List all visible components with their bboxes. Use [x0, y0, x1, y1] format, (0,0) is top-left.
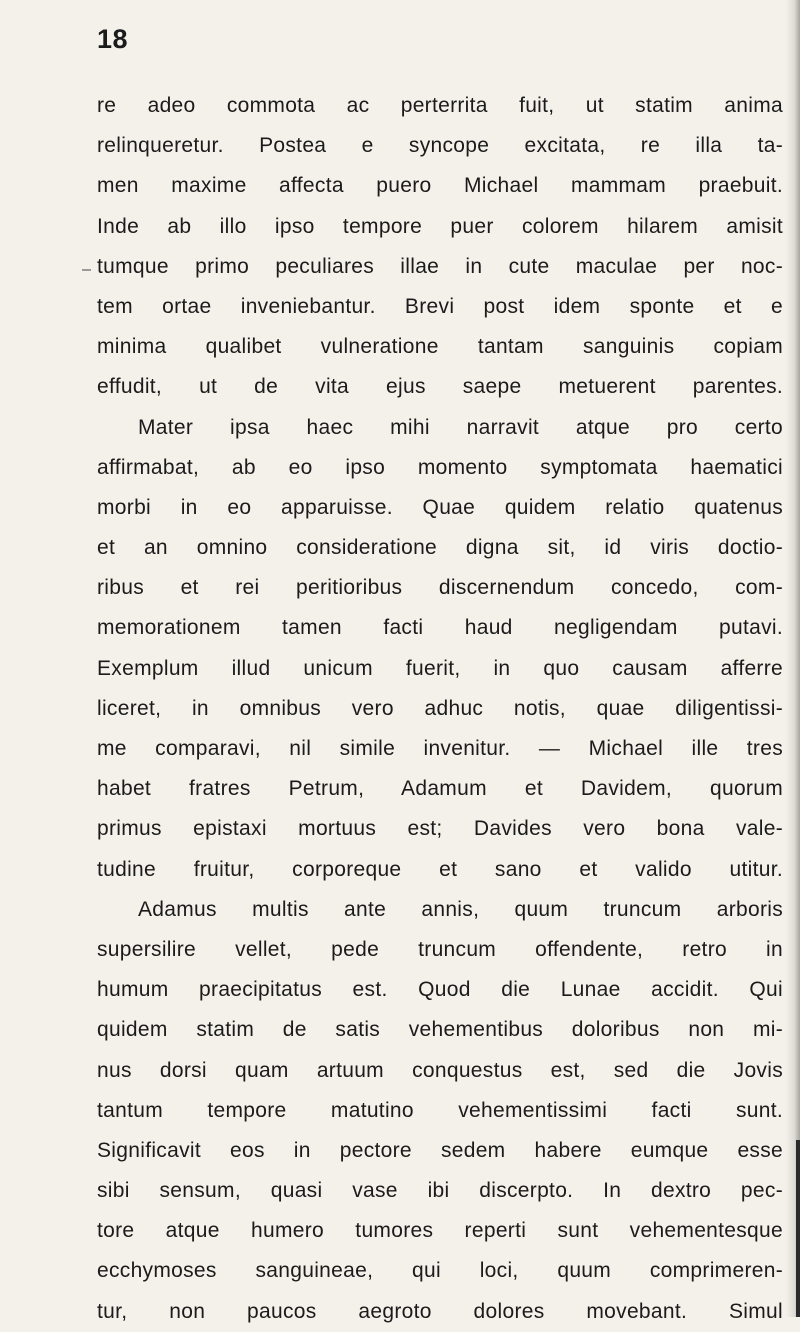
- page-number: 18: [97, 24, 129, 54]
- text-line: habet fratres Petrum, Adamum et Davidem, quorum: [97, 777, 783, 801]
- text-line: quidem statim de satis vehementibus doloribus non mi-: [97, 1018, 783, 1042]
- text-line: effudit, ut de vita ejus saepe metuerent parentes.: [97, 375, 783, 399]
- text-line: tem ortae inveniebantur. Brevi post idem sponte et e: [97, 294, 783, 318]
- text-line: nus dorsi quam artuum conquestus est, sed die Jovis: [97, 1058, 783, 1082]
- text-line: tudine fruitur, corporeque et sano et valido utitur.: [97, 857, 783, 881]
- text-line: liceret, in omnibus vero adhuc notis, quae diligentissi-: [97, 696, 783, 720]
- text-line: Inde ab illo ipso tempore puer colorem hilarem amisit: [97, 214, 783, 238]
- text-line: re adeo commota ac perterrita fuit, ut statim anima: [97, 94, 783, 117]
- text-line: minima qualibet vulneratione tantam sanguinis copiam: [97, 335, 783, 359]
- text-line: Exemplum illud unicum fuerit, in quo causam afferre: [97, 656, 783, 680]
- text-line: tantum tempore matutino vehementissimi facti sunt.: [97, 1098, 783, 1122]
- text-line: affirmabat, ab eo ipso momento symptomata haematici: [97, 455, 783, 479]
- page-edge-bar: [796, 1140, 800, 1317]
- text-line: humum praecipitatus est. Quod die Lunae accidit. Qui: [97, 978, 783, 1002]
- page-edge-shadow: [786, 0, 800, 1317]
- text-line: et an omnino consideratione digna sit, id viris doctio-: [97, 536, 783, 560]
- text-line: memorationem tamen facti haud negligendam putavi.: [97, 616, 783, 640]
- text-line: ecchymoses sanguineae, qui loci, quum comprimeren-: [97, 1259, 783, 1283]
- body-text: [97, 86, 783, 1332]
- text-line: tumque primo peculiares illae in cute maculae per noc-: [97, 254, 783, 278]
- text-line: tore atque humero tumores reperti sunt vehementesque: [97, 1219, 783, 1243]
- text-line: relinqueretur. Postea e syncope excitata, re illa ta-: [97, 134, 783, 158]
- text-line: supersilire vellet, pede truncum offendente, retro in: [97, 937, 783, 961]
- text-line: sibi sensum, quasi vase ibi discerpto. In dextro pec-: [97, 1179, 783, 1203]
- text-line: ribus et rei peritioribus discernendum concedo, com-: [97, 576, 783, 600]
- text-line: Mater ipsa haec mihi narravit atque pro certo: [138, 415, 783, 439]
- text-line: men maxime affecta puero Michael mammam praebuit.: [97, 174, 783, 198]
- text-line: Significavit eos in pectore sedem habere eumque esse: [97, 1138, 783, 1162]
- margin-mark: [82, 269, 91, 271]
- text-line: Adamus multis ante annis, quum truncum arboris: [138, 897, 783, 921]
- text-line: me comparavi, nil simile invenitur. — Michael ille tres: [97, 737, 783, 760]
- text-line: tur, non paucos aegroto dolores movebant. Simul: [97, 1299, 783, 1323]
- text-line: primus epistaxi mortuus est; Davides vero bona vale-: [97, 817, 783, 841]
- text-line: morbi in eo apparuisse. Quae quidem relatio quatenus: [97, 495, 783, 519]
